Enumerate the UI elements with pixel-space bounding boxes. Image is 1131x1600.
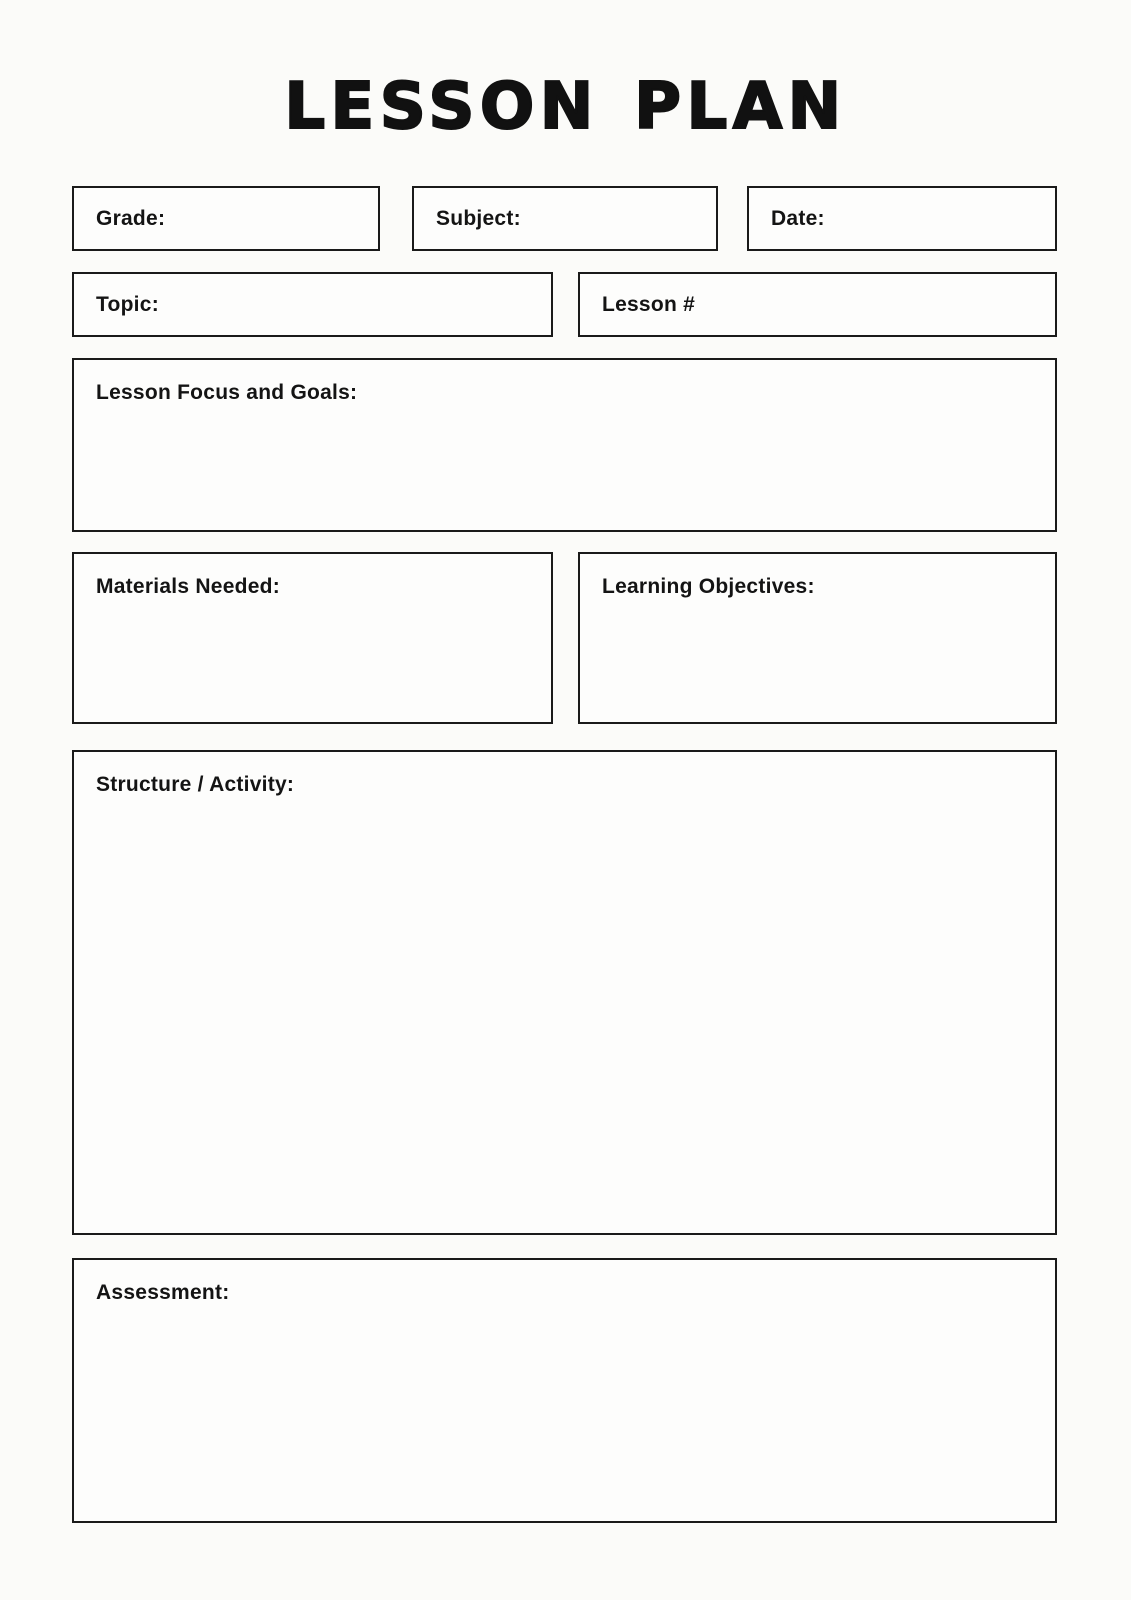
date-write-area[interactable] bbox=[825, 188, 1055, 249]
date-label: Date: bbox=[771, 206, 825, 230]
objectives-write-area[interactable] bbox=[602, 599, 1033, 722]
structure-activity-label: Structure / Activity: bbox=[96, 773, 295, 796]
topic-field-box[interactable] bbox=[72, 272, 553, 337]
assessment-label: Assessment: bbox=[96, 1281, 230, 1304]
lesson-focus-field-box[interactable] bbox=[72, 358, 1057, 532]
topic-label: Topic: bbox=[96, 292, 159, 316]
materials-field-box[interactable] bbox=[72, 552, 553, 724]
lesson-number-field-box[interactable] bbox=[578, 272, 1057, 337]
lesson-number-write-area[interactable] bbox=[695, 274, 1055, 335]
subject-field-box[interactable] bbox=[412, 186, 718, 251]
grade-label: Grade: bbox=[96, 206, 166, 230]
subject-write-area[interactable] bbox=[521, 188, 716, 249]
date-field-box[interactable] bbox=[747, 186, 1057, 251]
lesson-focus-write-area[interactable] bbox=[96, 405, 1033, 530]
structure-activity-write-area[interactable] bbox=[96, 797, 1033, 1233]
topic-write-area[interactable] bbox=[159, 274, 551, 335]
assessment-write-area[interactable] bbox=[96, 1305, 1033, 1521]
materials-write-area[interactable] bbox=[96, 599, 529, 722]
grade-field-box[interactable] bbox=[72, 186, 380, 251]
lesson-focus-label: Lesson Focus and Goals: bbox=[96, 381, 358, 404]
page-title: LESSON PLAN bbox=[284, 70, 847, 144]
lesson-number-label: Lesson # bbox=[602, 292, 696, 316]
grade-write-area[interactable] bbox=[165, 188, 378, 249]
materials-label: Materials Needed: bbox=[96, 575, 280, 598]
subject-label: Subject: bbox=[436, 206, 521, 230]
objectives-field-box[interactable] bbox=[578, 552, 1057, 724]
structure-activity-field-box[interactable] bbox=[72, 750, 1057, 1235]
assessment-field-box[interactable] bbox=[72, 1258, 1057, 1523]
objectives-label: Learning Objectives: bbox=[602, 575, 815, 598]
